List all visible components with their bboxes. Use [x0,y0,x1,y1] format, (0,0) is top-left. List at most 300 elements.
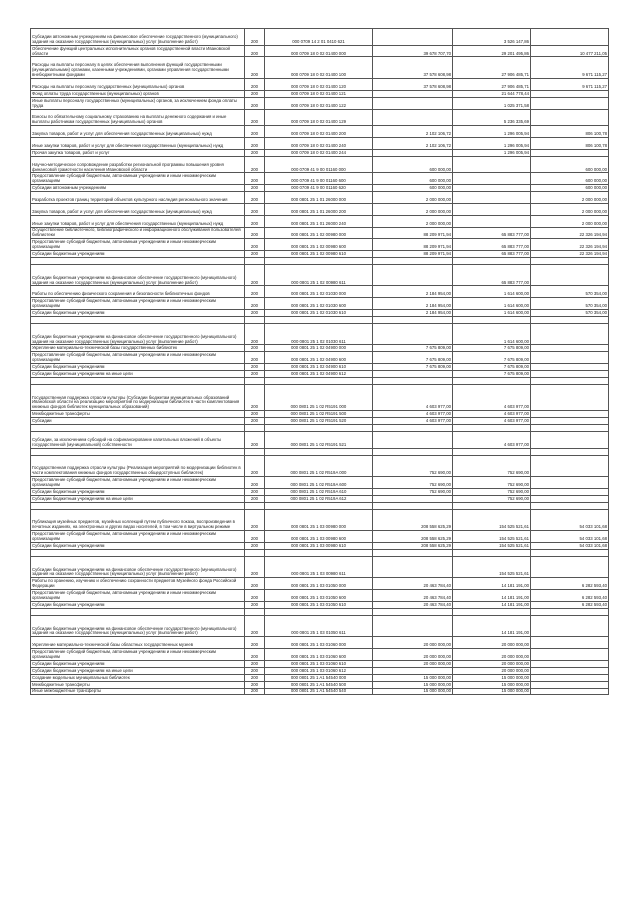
table-row [31,257,609,264]
row-approved-cell [373,371,453,378]
row-code-cell: 200 [245,203,265,215]
row-approved-cell: 88 209 971,94 [373,239,453,251]
row-kbk-cell [265,608,373,615]
row-code-cell: 200 [245,45,265,57]
row-kbk-cell: 000 0709 41 9 00 01160 620 [265,185,373,192]
row-kbk-cell: 000 0801 25 1 03 01050 610 [265,601,373,608]
table-row [31,674,609,681]
row-unexecuted-cell [531,448,609,455]
row-executed-cell: 1 614 600,00 [453,286,531,298]
row-unexecuted-cell [531,637,609,649]
row-executed-cell [453,502,531,509]
row-code-cell: 200 [245,509,265,531]
row-approved-cell: 2 184 954,00 [373,286,453,298]
row-unexecuted-cell [531,488,609,495]
row-code-cell [245,316,265,323]
row-executed-cell: 20 000 000,00 [453,637,531,649]
row-code-cell [245,502,265,509]
table-row [31,502,609,509]
row-kbk-cell: 000 0801 25 1 02 04900 000 [265,345,373,352]
row-unexecuted-cell: 2 000 000,00 [531,192,609,204]
row-unexecuted-cell: 22 326 194,94 [531,251,609,258]
table-row [31,455,609,477]
row-code-cell [245,257,265,264]
row-approved-cell: 2 184 954,00 [373,310,453,317]
row-unexecuted-cell [531,667,609,674]
table-row [31,364,609,371]
table-row [31,45,609,57]
row-unexecuted-cell: 9 671 115,27 [531,57,609,79]
row-kbk-cell [265,549,373,556]
row-kbk-cell: 000 0801 25 1 02 R5191 520 [265,418,373,425]
budget-table [30,28,609,695]
row-unexecuted-cell: 600 000,00 [531,156,609,173]
row-name-cell: Субсидии бюджетным учреждениям на финансовое обеспечение государственного (муниципального) задания на оказание государственных (муниципальных) услуг (выполнение работ) [31,615,245,637]
row-kbk-cell: 000 0801 25 1 03 01050 000 [265,578,373,590]
table-row [31,126,609,138]
row-name-cell [31,257,245,264]
row-kbk-cell: 000 0709 18 0 02 01400 120 [265,79,373,91]
row-kbk-cell: 000 0801 25 1 03 00980 000 [265,509,373,531]
row-name-cell [31,425,245,432]
row-code-cell: 200 [245,371,265,378]
row-code-cell: 200 [245,477,265,489]
table-row [31,431,609,448]
row-unexecuted-cell [531,681,609,688]
row-code-cell: 200 [245,418,265,425]
row-kbk-cell [265,425,373,432]
row-approved-cell: 7 675 809,00 [373,364,453,371]
row-name-cell: Фонд оплаты труда государственных (муниципальных) органов [31,90,245,97]
row-approved-cell: 2 184 954,00 [373,298,453,310]
row-executed-cell: 65 883 777,00 [453,251,531,258]
row-executed-cell [453,316,531,323]
row-unexecuted-cell [531,90,609,97]
row-kbk-cell [265,257,373,264]
row-code-cell: 200 [245,286,265,298]
row-name-cell: Субсидии бюджетным учреждениям на иные цели [31,371,245,378]
row-unexecuted-cell [531,371,609,378]
row-unexecuted-cell [531,149,609,156]
row-unexecuted-cell [531,502,609,509]
row-unexecuted-cell [531,418,609,425]
row-unexecuted-cell: 22 326 194,94 [531,239,609,251]
row-code-cell [245,377,265,384]
table-row [31,90,609,97]
table-row [31,352,609,364]
table-row [31,688,609,695]
row-code-cell: 200 [245,649,265,661]
row-name-cell: Работы по хранению, изучению и обеспечению сохранности предметов Музейного фонда Российской Федерации [31,578,245,590]
row-approved-cell: 600 000,00 [373,185,453,192]
row-unexecuted-cell [531,455,609,477]
row-kbk-cell: 000 0801 25 1 02 R5191 500 [265,411,373,418]
row-code-cell: 200 [245,667,265,674]
row-approved-cell: 752 690,00 [373,455,453,477]
table-row [31,448,609,455]
row-name-cell: Субсидии бюджетным учреждениям [31,660,245,667]
row-approved-cell: 2 102 106,72 [373,126,453,138]
row-name-cell: Предоставление субсидий бюджетным, автономным учреждениям и иным некоммерческим организациям [31,173,245,185]
table-row [31,310,609,317]
row-code-cell [245,549,265,556]
row-executed-cell [453,192,531,204]
row-executed-cell: 1 296 005,94 [453,126,531,138]
row-approved-cell: 600 000,00 [373,173,453,185]
row-unexecuted-cell [531,477,609,489]
row-name-cell: Субсидии автономным учреждениям на финансовое обеспечение государственного (муниципального) задания на оказание государственных (муниципальных) услуг (выполнение работ) [31,29,245,46]
row-code-cell: 200 [245,323,265,345]
row-kbk-cell: 000 0801 25 1 01 26000 240 [265,215,373,227]
table-row [31,377,609,384]
row-code-cell: 200 [245,488,265,495]
row-name-cell: Иные выплаты персоналу государственных (муниципальных) органов, за исключением фонда оплаты труда [31,97,245,109]
row-unexecuted-cell: 806 100,78 [531,138,609,150]
row-name-cell [31,377,245,384]
row-executed-cell [453,185,531,192]
row-approved-cell [373,431,453,448]
row-approved-cell [373,495,453,502]
row-unexecuted-cell [531,384,609,411]
row-kbk-cell: 000 0801 25 1 A1 54540 000 [265,674,373,681]
row-kbk-cell: 000 0709 18 0 02 01400 129 [265,109,373,126]
row-unexecuted-cell: 22 326 194,94 [531,227,609,239]
row-name-cell: Межбюджетные трансферты [31,681,245,688]
row-kbk-cell: 000 0801 25 1 03 01050 611 [265,615,373,637]
row-executed-cell: 27 906 485,71 [453,57,531,79]
row-unexecuted-cell [531,431,609,448]
row-kbk-cell: 000 0801 25 1 02 00980 611 [265,264,373,286]
row-approved-cell: 2 000 000,00 [373,215,453,227]
row-unexecuted-cell: 54 033 101,68 [531,531,609,543]
row-name-cell: Предоставление субсидий бюджетным, автономным учреждениям и иным некоммерческим организациям [31,352,245,364]
row-name-cell: Укрепление материально-технической базы государственных библиотек [31,345,245,352]
row-unexecuted-cell: 6 282 593,40 [531,601,609,608]
row-kbk-cell: 000 0801 25 1 03 00980 610 [265,543,373,550]
row-executed-cell: 7 675 809,00 [453,345,531,352]
row-name-cell: Предоставление субсидий бюджетным, автономным учреждениям и иным некоммерческим организациям [31,590,245,602]
row-executed-cell: 154 525 521,61 [453,556,531,578]
table-row [31,660,609,667]
row-code-cell: 200 [245,173,265,185]
row-executed-cell [453,448,531,455]
row-code-cell: 200 [245,637,265,649]
row-code-cell: 200 [245,531,265,543]
row-unexecuted-cell [531,608,609,615]
row-kbk-cell: 000 0801 25 1 03 01060 000 [265,637,373,649]
row-code-cell: 200 [245,29,265,46]
row-executed-cell [453,549,531,556]
row-unexecuted-cell: 806 100,78 [531,126,609,138]
table-row [31,411,609,418]
table-row [31,57,609,79]
row-kbk-cell: 000 0801 25 1 A1 54540 540 [265,688,373,695]
row-approved-cell: 88 209 971,94 [373,251,453,258]
table-row [31,345,609,352]
row-kbk-cell: 000 0801 25 1 02 R519A 612 [265,495,373,502]
row-name-cell: Государственная поддержка отрасли культуры (Субсидии бюджетам муниципальных образований Ивановской области на реализацию мероприятий по модернизации библиотек в части комплектования книжных фондов библиотек муниципальных образований) [31,384,245,411]
row-name-cell: Предоставление субсидий бюджетным, автономным учреждениям и иным некоммерческим организациям [31,298,245,310]
table-row [31,97,609,109]
row-unexecuted-cell: 54 033 101,68 [531,509,609,531]
row-name-cell: Осуществление библиотечного, библиографического и информационного обслуживания пользователей библиотеки [31,227,245,239]
table-row [31,418,609,425]
row-executed-cell: 1 296 005,94 [453,138,531,150]
table-row [31,203,609,215]
row-executed-cell: 14 181 191,00 [453,590,531,602]
row-unexecuted-cell: 570 354,00 [531,286,609,298]
row-unexecuted-cell [531,660,609,667]
row-unexecuted-cell [531,649,609,661]
row-executed-cell: 20 000 000,00 [453,649,531,661]
row-kbk-cell: 000 0709 18 0 02 01400 100 [265,57,373,79]
table-row [31,371,609,378]
row-executed-cell: 154 525 521,61 [453,531,531,543]
table-row [31,264,609,286]
table-row [31,192,609,204]
row-code-cell: 200 [245,109,265,126]
row-unexecuted-cell [531,29,609,46]
row-approved-cell [373,323,453,345]
row-executed-cell: 7 675 809,00 [453,352,531,364]
row-executed-cell: 752 690,00 [453,488,531,495]
row-unexecuted-cell: 600 000,00 [531,185,609,192]
row-name-cell: Иные закупки товаров, работ и услуг для обеспечения государственных (муниципальных) нужд [31,138,245,150]
table-row [31,156,609,173]
row-executed-cell: 154 525 521,61 [453,543,531,550]
row-executed-cell: 752 690,00 [453,455,531,477]
table-row [31,590,609,602]
row-kbk-cell: 000 0709 14 2 01 0410 621 [265,29,373,46]
row-code-cell: 200 [245,455,265,477]
row-executed-cell [453,377,531,384]
row-unexecuted-cell: 2 000 000,00 [531,215,609,227]
row-executed-cell: 7 675 809,00 [453,364,531,371]
row-approved-cell: 88 209 971,94 [373,227,453,239]
row-approved-cell: 20 000 000,00 [373,637,453,649]
table-row [31,109,609,126]
row-unexecuted-cell [531,323,609,345]
row-approved-cell: 20 000 000,00 [373,649,453,661]
table-row [31,488,609,495]
row-approved-cell: 37 578 608,98 [373,57,453,79]
row-name-cell: Научно-методическое сопровождение разработки региональной программы повышения уровня финансовой грамотности населения Ивановской области [31,156,245,173]
row-executed-cell: 14 181 191,00 [453,615,531,637]
row-code-cell: 200 [245,239,265,251]
row-unexecuted-cell [531,109,609,126]
row-kbk-cell: 000 0801 25 1 02 R519A 610 [265,488,373,495]
row-kbk-cell: 000 0801 25 1 02 04900 610 [265,364,373,371]
row-kbk-cell: 000 0709 18 0 02 01400 200 [265,126,373,138]
row-unexecuted-cell [531,345,609,352]
row-kbk-cell: 000 0801 25 1 03 00980 611 [265,556,373,578]
row-executed-cell: 752 690,00 [453,495,531,502]
row-name-cell: Предоставление субсидий бюджетным, автономным учреждениям и иным некоммерческим организациям [31,239,245,251]
row-executed-cell: 4 603 977,00 [453,431,531,448]
row-code-cell [245,425,265,432]
row-unexecuted-cell [531,97,609,109]
row-approved-cell: 752 690,00 [373,477,453,489]
row-executed-cell [453,425,531,432]
row-name-cell: Предоставление субсидий бюджетным, автономным учреждениям и иным некоммерческим организациям [31,477,245,489]
row-executed-cell: 4 603 977,00 [453,418,531,425]
table-row [31,173,609,185]
row-approved-cell: 15 000 000,00 [373,688,453,695]
row-unexecuted-cell [531,495,609,502]
row-code-cell: 200 [245,688,265,695]
row-unexecuted-cell [531,264,609,286]
row-code-cell: 200 [245,138,265,150]
row-approved-cell [373,556,453,578]
row-unexecuted-cell: 54 033 101,68 [531,543,609,550]
row-kbk-cell: 000 0801 25 1 02 04900 600 [265,352,373,364]
row-approved-cell [373,608,453,615]
row-code-cell: 200 [245,345,265,352]
row-code-cell: 200 [245,90,265,97]
row-unexecuted-cell [531,674,609,681]
row-unexecuted-cell: 6 282 593,40 [531,578,609,590]
row-name-cell: Расходы на выплаты персоналу в целях обеспечения выполнения функций государственными (муниципальными) органами, казенными учреждениями, органами управления государственными внебюджетными фондами [31,57,245,79]
row-approved-cell: 4 603 977,00 [373,384,453,411]
row-kbk-cell: 000 0709 18 0 02 01400 240 [265,138,373,150]
row-executed-cell: 27 906 485,71 [453,79,531,91]
row-name-cell: Публикация музейных предметов, музейных коллекций путем публичного показа, воспроизведения в печатных изданиях, на электронных и других видах носителей, в том числе в виртуальном режиме [31,509,245,531]
row-kbk-cell: 000 0709 18 0 02 01400 122 [265,97,373,109]
row-kbk-cell: 000 0801 25 1 02 R5191 521 [265,431,373,448]
row-code-cell: 200 [245,431,265,448]
row-name-cell: Закупка товаров, работ и услуг для обеспечения государственных (муниципальных) нужд [31,203,245,215]
table-row [31,556,609,578]
row-approved-cell: 600 000,00 [373,156,453,173]
row-executed-cell: 65 883 777,00 [453,227,531,239]
row-executed-cell: 21 644 778,44 [453,90,531,97]
row-name-cell: Государственная поддержка отрасли культуры (Реализация мероприятий по модернизации библиотек в части комплектования книжных фондов государственных общедоступных библиотек) [31,455,245,477]
row-code-cell: 200 [245,601,265,608]
row-code-cell: 200 [245,310,265,317]
row-code-cell: 200 [245,615,265,637]
row-approved-cell [373,425,453,432]
row-approved-cell: 39 678 707,70 [373,45,453,57]
row-code-cell: 200 [245,674,265,681]
budget-document [30,28,608,695]
row-code-cell: 200 [245,215,265,227]
row-name-cell: Субсидии бюджетным учреждениям [31,310,245,317]
row-unexecuted-cell: 570 354,00 [531,298,609,310]
row-name-cell: Субсидии бюджетным учреждениям на финансовое обеспечение государственного (муниципального) задания на оказание государственных (муниципальных) услуг (выполнение работ) [31,264,245,286]
table-row [31,286,609,298]
row-executed-cell: 20 000 000,00 [453,667,531,674]
table-row [31,477,609,489]
table-row [31,149,609,156]
row-kbk-cell: 000 0801 25 1 02 01030 000 [265,286,373,298]
row-name-cell: Разработка проектов границ территорий объектов культурного наследия регионального значения [31,192,245,204]
row-name-cell: Субсидии бюджетным учреждениям на финансовое обеспечение государственного (муниципального) задания на оказание государственных (муниципальных) услуг (выполнение работ) [31,323,245,345]
row-approved-cell: 4 603 977,00 [373,418,453,425]
row-name-cell: Укрепление материально-технической базы областных государственных музеев [31,637,245,649]
row-approved-cell: 2 000 000,00 [373,203,453,215]
row-executed-cell [453,608,531,615]
table-row [31,531,609,543]
row-name-cell: Закупка товаров, работ и услуг для обеспечения государственных (муниципальных) нужд [31,126,245,138]
table-row [31,316,609,323]
row-approved-cell [373,502,453,509]
row-approved-cell: 20 463 784,40 [373,578,453,590]
table-row [31,215,609,227]
row-kbk-cell: 000 0801 25 1 02 00980 000 [265,227,373,239]
row-approved-cell [373,109,453,126]
row-approved-cell [373,90,453,97]
row-approved-cell [373,667,453,674]
row-name-cell [31,316,245,323]
row-approved-cell [373,29,453,46]
row-code-cell: 200 [245,364,265,371]
row-name-cell: Взносы по обязательному социальному страхованию на выплаты денежного содержания и иные выплаты работникам государственных (муниципальных) органов [31,109,245,126]
row-executed-cell: 1 025 371,58 [453,97,531,109]
row-executed-cell: 65 883 777,00 [453,239,531,251]
row-name-cell: Предоставление субсидий бюджетным, автономным учреждениям и иным некоммерческим организациям [31,531,245,543]
table-row [31,549,609,556]
table-row [31,681,609,688]
row-kbk-cell: 000 0801 25 1 03 01060 610 [265,660,373,667]
row-name-cell: Субсидии автономным учреждениям [31,185,245,192]
row-code-cell: 200 [245,543,265,550]
row-executed-cell: 29 201 495,86 [453,45,531,57]
row-name-cell: Субсидии бюджетным учреждениям на финансовое обеспечение государственного (муниципального) задания на оказание государственных (муниципальных) услуг (выполнение работ) [31,556,245,578]
row-name-cell: Субсидии бюджетным учреждениям [31,543,245,550]
row-code-cell: 200 [245,264,265,286]
row-unexecuted-cell [531,316,609,323]
row-unexecuted-cell [531,688,609,695]
row-executed-cell: 15 000 000,00 [453,681,531,688]
row-executed-cell: 14 181 191,00 [453,578,531,590]
row-kbk-cell: 000 0801 25 1 02 00980 600 [265,239,373,251]
row-executed-cell: 752 690,00 [453,477,531,489]
row-name-cell: Иные межбюджетные трансферты [31,688,245,695]
table-row [31,79,609,91]
row-name-cell [31,608,245,615]
row-kbk-cell: 000 0801 25 1 02 R519A 600 [265,477,373,489]
row-approved-cell [373,615,453,637]
table-row [31,637,609,649]
row-executed-cell: 15 000 000,00 [453,688,531,695]
row-approved-cell: 15 000 000,00 [373,681,453,688]
row-kbk-cell: 000 0801 25 1 02 01030 610 [265,310,373,317]
row-kbk-cell: 000 0709 41 9 00 01160 600 [265,173,373,185]
row-executed-cell: 4 603 977,00 [453,411,531,418]
row-approved-cell: 20 463 784,40 [373,590,453,602]
row-approved-cell [373,264,453,286]
row-executed-cell: 20 000 000,00 [453,660,531,667]
row-name-cell: Субсидии бюджетным учреждениям [31,364,245,371]
row-kbk-cell: 000 0709 18 0 02 01400 244 [265,149,373,156]
row-code-cell: 200 [245,495,265,502]
row-unexecuted-cell [531,615,609,637]
row-unexecuted-cell [531,257,609,264]
row-kbk-cell: 000 0709 18 0 02 01400 000 [265,45,373,57]
table-row [31,578,609,590]
row-executed-cell: 15 000 000,00 [453,674,531,681]
row-approved-cell: 7 675 809,00 [373,352,453,364]
row-approved-cell: 4 603 977,00 [373,411,453,418]
row-kbk-cell: 000 0801 25 1 02 00980 610 [265,251,373,258]
row-code-cell: 200 [245,156,265,173]
row-unexecuted-cell: 10 477 211,05 [531,45,609,57]
table-row [31,227,609,239]
row-name-cell [31,502,245,509]
row-approved-cell: 208 558 625,29 [373,509,453,531]
table-row [31,323,609,345]
row-executed-cell: 7 675 809,00 [453,371,531,378]
